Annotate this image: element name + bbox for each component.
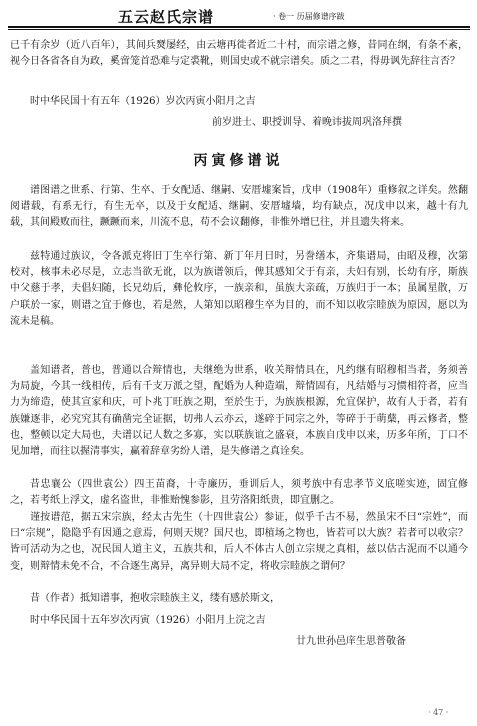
page-number: · 47 · xyxy=(428,708,449,717)
paragraph-1: 谱图谱之世系、行第、生卒、于女配适、继嗣、安厝墟案旨，戊申（1908年）重修叙之详矣。然翻阅谱载，有系无行，有生无卒，以及于女配适、继嗣、安厝墟墙，均有缺点，况戊申以来，越十有九载，其间殿败而往，蹶蹶而来，川流不息，苟不会议翻修，非惟外增巳往，并且遗失将来。 xyxy=(10,185,468,229)
paragraph-6: 昔（作者）抵知谱事，抱收宗睦族主义，缕有感於斯文， xyxy=(30,593,280,604)
volume-subtitle: · 卷一 历届修谱序跋 xyxy=(273,12,345,21)
signature-2: 廿九世孙邑庠生思普敬备 xyxy=(296,636,406,647)
section-title: 丙寅修谱说 xyxy=(193,153,284,169)
date-line-1: 时中华民国十有五年（1926）岁次丙寅小阳月之吉 xyxy=(30,96,256,107)
paragraph-4: 昔忠襄公（四世袁公）四王苗裔，十寺廉历，垂训后人，须考族中有忠孝节义底嗟实迹，固宜修之，若考纸上浮文，虚名盗世，非惟贻愧参影，且劳洛阳纸贵，即宜删之。 xyxy=(10,479,468,507)
top-paragraph: 已千有余岁（近八百年），其间兵燹屡经，由云塘再徙者近二十村，而宗谱之修，昔同在纲，有条不紊，视今日各省各自为政，奚啻笼首恐难与定裘靴，则国史或不就宗谱矣。质之二君，得毋讽先辞往言否？ xyxy=(10,40,468,68)
paragraph-2: 兹特通过族议，令各派克将旧丁生卒行第、新丁年月日时，另誊缮本，齐集谱局，由昭及穆，次第校对，核事未必尽是，立志当欲无讹，以为族谱领后，俾其感知父于有亲，夫妇有别，长幼有序，斯族中父慈于孝，夫倡妇随，长兄幼后，彝伦攸序，一族亲和，虽族大亲疏，万族归于一本；虽属星散，万户联於一家，则谱之宜于修也，若是然，人第知以昭穆生卒为目的，而不知以收宗睦族为原因，愿以为流未是稿。 xyxy=(10,251,468,327)
header-rule-thick xyxy=(8,26,470,28)
signature-1: 前岁进士、职授训导、着晚讳拔周巩洛拜撰 xyxy=(212,117,402,128)
book-title: 五云赵氏宗谱 xyxy=(118,8,215,26)
paragraph-5: 谨按谱范，据五宋宗族，经太古先生（十四世袁公）参证，似乎千古不易，然虽宋不曰“宗姓”，而曰“宗规”，隐隐乎有因通之意焉，何则天规？国尺也，即植场之物也，皆若可以大族？若者可以收宗？皆可活动为之也，况民国人道主义，五族共和，后人不体古人创立宗规之真相，兹以估古泥而不以通今变，则辩情未免不合，不合逐生离异，离异则大局不定，将收宗睦族之谓何？ xyxy=(10,512,468,572)
page-header xyxy=(0,4,477,26)
date-line-2: 时中华民国十五年岁次丙寅（1926）小阳月上浣之吉 xyxy=(30,615,266,626)
paragraph-3: 盖知谱者，普也，普通以合辩情也，夫继绝为世系，收关辩情具在，凡约继有昭穆相当者，务须善为局旋，今其一线相传，后有千支万派之望，配婚为人种造端，辩情固有，凡结婚与习惯相符者，应当力为缔造，使其宣家和庆，可卜兆丁旺族之期，至於生于，为族族根源，允宜保护，故有人于者，若有族嫌逐非，必究究其有确凿完全证据，切弗人云亦云，遂碎于同宗之外，等碎于于萌蘖，再云修者，整也，整顿以定大局也，夫谱以记人数之多寡，实以联族谊之盛衰，本族自戊申以来，历多年所，丁口不见加增，而往以握清事实，赢着辞章劣纷人谱，是失修谱之真诠矣。 xyxy=(10,365,468,458)
header-rule-thin xyxy=(8,29,470,30)
